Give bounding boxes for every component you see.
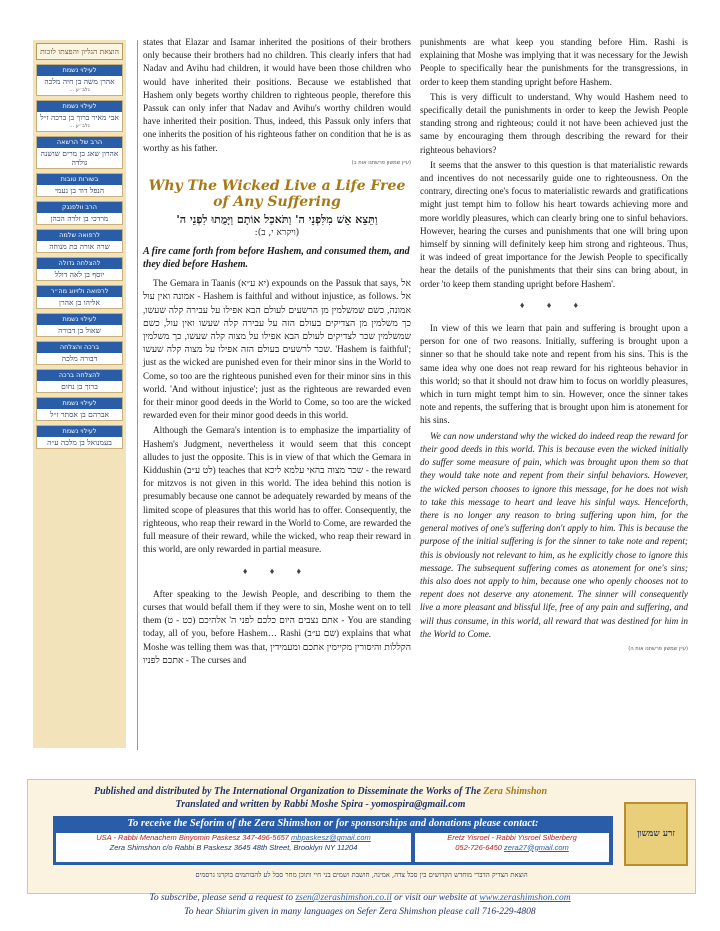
paragraph: punishments are what keep you standing before Him. Rashi is explaining that Moshe was implying that it was necessary for the Jewish People to specifically hear the punishments for the transgressions, in order to keep them standing upright before Hashem. xyxy=(420,37,688,87)
zera-shimshon-logo xyxy=(624,802,688,866)
usa-contact xyxy=(56,833,411,862)
dedication-box xyxy=(36,257,123,281)
subscribe-email-link[interactable]: zsen@zerashimshon.co.il xyxy=(295,893,392,903)
dedication-label: הרב וולפנגק xyxy=(37,202,122,213)
israel-contact-email-link[interactable]: zera27@gmail.com xyxy=(504,842,569,852)
dedication-label: הרב של הרשאה xyxy=(37,137,122,148)
article-title: Why The Wicked Live a Life Free of Any Suffering xyxy=(148,178,406,211)
dedication-list xyxy=(33,64,126,449)
dedication-box xyxy=(36,313,123,337)
dedication-name: אהרון שאג בן מרים שושנה גולדה xyxy=(40,149,119,167)
dedication-name: שרה אורה בת מנוחה xyxy=(49,242,110,251)
translator-text: Translated and written by xyxy=(175,799,284,810)
dedication-name: מרדכי בן זלדה הכהן xyxy=(50,214,109,223)
hebrew-footer-line: הוצאת הצדיק הדברי מוחדש הקדושים בין סכל צדה, אמינה, חושבת ושמים בני חיי ותוכן מחר סבל לע להבותמים בוקרנו גרסמים xyxy=(195,871,528,879)
section-divider: ♦ ♦ ♦ xyxy=(242,565,312,576)
subscribe-line xyxy=(0,893,720,903)
dedication-name: הנפל דוד בן נעמי xyxy=(54,186,105,195)
dedication-box xyxy=(36,64,123,96)
paragraph: The Gemara in Taanis (יא ע״א) expounds on the Passuk that says, אל אמונה ואין עול - Hashem is faithful and without injustice, as follows. אל אמונה, כשם שמשלמין מן הרשעים לעולם הבא אפילו על עבירה קלה שעשו, כך משלמין מן הצדיקים בעולם הזה על עבירה קלה שעשו ואין עול, כשם שמשלמין שכר לצדיקים לעולם הבא אפילו על מצוה קלה שעשו, כך משלמין שכר לרשעים בעולם הזה אפילו על מצוה קלה שעשו. 'Hashem is faithful'; just as the wicked are punished even for their minor sins in the World to Come, so too are the righteous punished even for their minor sins in this world. 'And without injustice'; just as the righteous are rewarded even for their minor good deeds in the World to Come, so too are the wicked rewarded even for their minor good deeds in this world. xyxy=(143,278,412,421)
dedication-note: נלב״ע ... xyxy=(69,123,90,129)
dedications-sidebar xyxy=(33,40,126,748)
dedication-label: לעילוי נשמת xyxy=(37,314,122,325)
translator-email[interactable]: - yomospira@gmail.com xyxy=(362,799,466,810)
contact-cta: To receive the Seforim of the Zera Shimshon or for sponsorships and donations please contact: xyxy=(127,818,539,829)
dedication-box xyxy=(36,397,123,421)
dedication-label: להצלחה גדולה xyxy=(37,258,122,269)
right-column xyxy=(420,36,688,662)
dedication-label: ברכה והצלחה xyxy=(37,342,122,353)
israel-contact xyxy=(415,833,609,862)
paragraph: It seems that the answer to this question is that materialistic rewards and incentives do not necessarily guide one to righteousness. On the contrary, directing one's focus to materialistic rewards and gratifications might just tempt him to follow his heart towards achieving more and more worldly pleasures, which can clearly bring one to sinful behaviors. However, hearing the curses and punishments that one will bring upon himself by sinning will definitely keep him strong and righteous. Thus, it was indeed of great importance for the Jewish People to specifically hear the details of the punishments that their sins can bring about, in order 'to keep them standing upright before Hashem'. xyxy=(420,159,688,289)
dedication-box xyxy=(36,201,123,225)
dedication-label: לרפואה שלמה xyxy=(37,230,122,241)
source-note: (עיין שמשון פרשתנו אות ה) xyxy=(628,645,688,652)
israel-contact-name: Eretz Yisroel - Rabbi Yisroel Silberberg xyxy=(447,833,577,842)
paragraph: states that Elazar and Isamar inherited the positions of their brothers only because their brothers had no children. This clearly infers that had Nadav and Avihu had children, it would have been those children who would have inherited their positions. Because we established that Hashem only begets worthy children to righteous people, therefore this Passuk can only infer that Nadav and Avihu's worthy children would have inherited their position. Thus, indeed, this Passuk only infers that one inherits the position of his righteous father on condition that he is as worthy as his father. xyxy=(143,37,411,153)
verse-translation: A fire came forth from before Hashem, and consumed them, and they died before Hashem. xyxy=(143,246,410,270)
source-note: (עיין שמשון פרשתנו אות ב) xyxy=(351,159,411,166)
usa-contact-email-link[interactable]: mbpaskesz@gmail.com xyxy=(291,833,371,842)
sidebar-header: הוצאת הגליון והפצתו לזכות xyxy=(36,43,123,60)
website-link[interactable]: www.zerashimshon.com xyxy=(479,893,571,903)
hebrew-verse-ref: (ויקרא י, ב): xyxy=(254,228,300,239)
dedication-name: אהרן משה בן חיה מלכה xyxy=(44,77,115,86)
dedication-label: לרפואה ולזיווג מה״ר xyxy=(37,286,122,297)
usa-contact-phone: 347-496-5657 xyxy=(240,833,292,842)
dedication-box xyxy=(36,369,123,393)
israel-contact-phone: 052-726-6450 xyxy=(455,842,505,852)
dedication-label: בשורות טובות xyxy=(37,174,122,185)
shiurim-line: To hear Shiurim given in many languages on Sefer Zera Shimshon please call 716-229-4808 xyxy=(184,907,536,917)
logo-text: זרע שמשון xyxy=(637,828,675,839)
paragraph: This is very difficult to understand. Why would Hashem need to specifically detail the punishments in order to keep the Jewish People standing strong and righteous; could it not have been achieved just the same by encouraging them through describing the reward for their righteous behaviors? xyxy=(420,91,688,155)
dedication-box xyxy=(36,100,123,132)
dedication-note: נלב״ע ... xyxy=(69,87,90,93)
dedication-name: אברהם בן אסתר ז״ל xyxy=(50,410,109,419)
publisher-line xyxy=(28,786,613,797)
dedication-box xyxy=(36,229,123,253)
paragraph: We can now understand why the wicked do indeed reap the reward for their good deeds in this world. This is because even the wicked initially do suffer some measure of pain, which was brought upon them so that they would take note and repent from their sinful behaviors. However, the wicked person chooses to ignore this message, for he does not wish to take this message to heart and leave his sinful ways. Henceforth, there is no longer any reason to bring suffering upon him, for the general motives of one's suffering don't apply to him. This is because the purpose of the initial suffering is for the sinner to take note and repent; this is obviously not relevant to him, as he explicitly chose to ignore this message. The subsequent suffering comes as atonement for one's sins; this also does not apply to him, because one who openly chooses not to repent does not deserve any atonement. The sinner will consequently live a more pleasant and blissful life, free of any pain and suffering, and will thus consume, in this world, all reward that was destined for him in the World to Come. xyxy=(420,430,688,639)
subscribe-text: To subscribe, please send a request to xyxy=(149,893,296,903)
dedication-box xyxy=(36,136,123,169)
subscribe-text-2: or visit our website at xyxy=(391,893,480,903)
dedication-label: לעילוי נשמת xyxy=(37,426,122,437)
publisher-text: Published and distributed by The International Organization to Disseminate the Works of The xyxy=(93,786,484,797)
usa-contact-address: Zera Shimshon c/o Rabbi B Paskesz 3645 48th Street, Brooklyn NY 11204 xyxy=(109,842,358,852)
dedication-box xyxy=(36,425,123,449)
dedication-name: אבי מאיר ברוך בן ברכה ז״ל xyxy=(40,113,119,122)
dedication-name: ברוך בן נחום xyxy=(61,382,98,391)
dedication-name: יוסף בן לאה דולל xyxy=(54,270,105,279)
dedication-name: בעמנואל בן מלכה ע״ה xyxy=(47,438,112,447)
left-column xyxy=(143,36,411,669)
paragraph: In view of this we learn that pain and suffering is brought upon a person for one of two reasons. Initially, suffering is brought upon a sinner so that he should take note and repent from his sins. This is the same idea why one does not reap reward for his righteous behavior in this world; so that it should not draw him to focus on worldly pleasures, which in turn might tempt him to sin. However, once the sinner takes note and repents, the suffering that is brought upon him is atonement for his sins. xyxy=(420,323,688,426)
contact-box xyxy=(53,816,613,865)
paragraph: After speaking to the Jewish People, and describing to them the curses that would befall them if they were to sin, Moshe went on to tell them אתם נצבים היום כלכם לפני ה' אלהיכם (כט - ט) - You are standing today, all of you, before Hashem… Rashi (שם ע״ב) explains that what Moshe was telling them was that, הקללות והיסורין מקיימין אתכם ומעמידין אתכם לפניו - The curses and xyxy=(143,588,411,665)
section-divider: ♦ ♦ ♦ xyxy=(519,299,589,310)
dedication-label: להצלחה ברכה xyxy=(37,370,122,381)
dedication-label: לעילוי נשמת xyxy=(37,101,122,112)
paragraph: Although the Gemara's intention is to emphasize the impartiality of Hashem's Judgment, nevertheless it would seem that this concept alludes to just the opposite. This is in view of that which the Gemara in Kiddushin (לט ע״ב) teaches that שכר מצוה בהאי עלמא ליכא - the reward for mitzvos is not given in this world. The idea behind this notion is presumably because one cannot be adequately rewarded by means of the limited scope of pleasures that this world has to offer. Consequently, the righteous, who reap their reward in the World to Come, are rewarded the full measure of their reward, while the wicked, who reap their reward in this world, are only rewarded in partial measure. xyxy=(143,425,412,555)
dedication-box xyxy=(36,285,123,309)
translator-line xyxy=(28,799,613,810)
dedication-box xyxy=(36,173,123,197)
dedication-label: לעילוי נשמת xyxy=(37,398,122,409)
usa-contact-name: USA - Rabbi Menachem Binyomin Paskesz xyxy=(96,833,241,842)
dedication-name: אליהו בן אהרן xyxy=(59,298,100,307)
dedication-box xyxy=(36,341,123,365)
hebrew-verse: וַתֵּצֵא אֵשׁ מִלִּפְנֵי ה' וַתֹּאכַל אוֹתָם וַיָּמֻתוּ לִפְנֵי ה' xyxy=(176,213,378,227)
sidebar-divider xyxy=(137,40,138,750)
footer xyxy=(27,779,696,894)
dedication-name: דבורה מלכה xyxy=(61,354,98,363)
dedication-name: שאול בן דבורה xyxy=(58,326,101,335)
translator-name: Rabbi Moshe Spira xyxy=(283,799,363,810)
dedication-label: לעילוי נשמת xyxy=(37,65,122,76)
publisher-name: Zera Shimshon xyxy=(483,786,548,797)
